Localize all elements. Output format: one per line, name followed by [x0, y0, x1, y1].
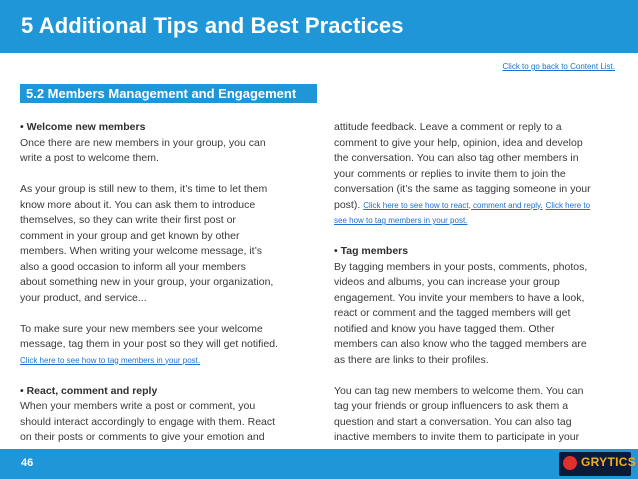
- text-line: tag your friends or group influencers to ask them a: [334, 400, 569, 412]
- text-line: the conversation. You can also tag other members in: [334, 152, 579, 164]
- text-line: know more about it. You can ask them to introduce: [20, 198, 256, 211]
- logo-text: GRYTICS: [581, 455, 636, 469]
- tag-members-heading: • Tag members: [334, 245, 409, 257]
- tag-members-how-to-link-part1[interactable]: Click here to: [545, 200, 591, 210]
- back-to-content-list-link[interactable]: Click to go back to Content List.: [502, 62, 615, 71]
- text-line: comment in your group and get known by other: [20, 229, 240, 242]
- section-heading: 5.2 Members Management and Engagement: [26, 86, 297, 101]
- text-line: members. When writing your welcome message, it’s: [20, 245, 262, 257]
- text-line: your product, and service...: [20, 291, 147, 304]
- text-line: your comments or replies to invite them to join the: [334, 167, 566, 180]
- text-line: also a good occasion to inform all your members: [20, 260, 246, 273]
- text-line: notified and know you have tagged them. Other: [334, 322, 555, 335]
- text-line: question and start a conversation. You can also tag: [334, 415, 572, 428]
- text-fragment: post).: [334, 198, 361, 211]
- text-line: videos and albums, you can increase your group: [334, 276, 560, 288]
- text-line: as there are links to their profiles.: [334, 353, 489, 366]
- text-line: on their posts or comments to give your emotion and: [20, 431, 265, 443]
- text-line: conversation (it’s the same as tagging someone in your: [334, 183, 591, 195]
- welcome-members-heading: • Welcome new members: [20, 121, 146, 133]
- text-line: react or comment and the tagged members will get: [334, 307, 571, 319]
- text-line: members can also know who the tagged members are: [334, 338, 587, 350]
- tag-members-how-to-link-part2[interactable]: see how to tag members in your post.: [334, 216, 468, 225]
- page-number: 46: [21, 457, 34, 469]
- section-heading-box: [20, 84, 317, 103]
- text-line: write a post to welcome them.: [20, 152, 159, 164]
- tag-members-how-to-link[interactable]: Click here to see how to tag members in your post.: [20, 355, 201, 365]
- text-line: themselves, so they can write their first post or: [20, 214, 236, 226]
- text-line: As your group is still new to them, it’s time to let them: [20, 183, 268, 195]
- text-line: attitude feedback. Leave a comment or reply to a: [334, 121, 562, 133]
- footer-bar: [0, 449, 638, 479]
- text-line: comment to give your help, opinion, idea and develop: [334, 136, 583, 149]
- title-bar: [0, 0, 638, 53]
- text-line: Once there are new members in your group, you can: [20, 136, 266, 149]
- text-line: By tagging members in your posts, comments, photos,: [334, 260, 588, 273]
- page-title: 5 Additional Tips and Best Practices: [21, 13, 404, 38]
- logo-mark-icon: [563, 456, 577, 470]
- text-line: You can tag new members to welcome them. You can: [334, 384, 584, 397]
- react-comment-reply-how-to-link[interactable]: Click here to see how to react, comment and reply.: [363, 200, 543, 210]
- text-line: message, tag them in your post so they will get notified.: [20, 338, 278, 350]
- react-comment-reply-heading: • React, comment and reply: [20, 384, 158, 397]
- text-line: about something new in your group, your organization,: [20, 276, 274, 288]
- left-column: [20, 120, 285, 446]
- text-line: When your members write a post or comment, you: [20, 400, 256, 412]
- text-line: engagement. You invite your members to have a look,: [334, 291, 585, 304]
- text-line: inactive members to invite them to participate in your: [334, 431, 580, 443]
- text-line: should interact accordingly to engage with them. React: [20, 415, 276, 428]
- right-column: [334, 120, 624, 446]
- text-line: To make sure your new members see your welcome: [20, 322, 263, 335]
- grytics-logo: [559, 452, 636, 476]
